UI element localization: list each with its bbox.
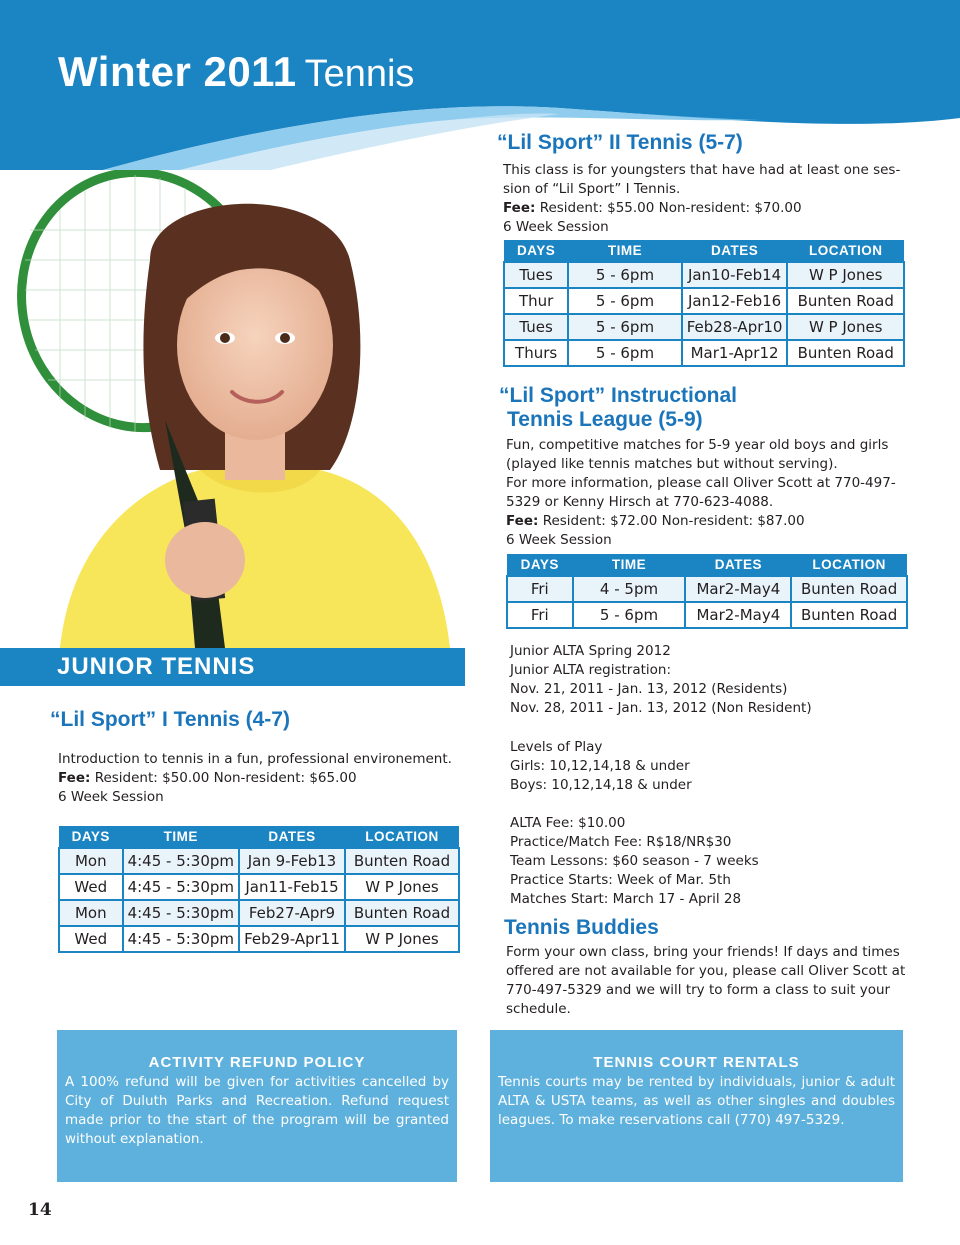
alta-fees xyxy=(510,814,759,909)
tennis-buddies-line: 770-497-5329 and we will try to form a class to suit your xyxy=(506,982,891,998)
table-cell: 4:45 - 5:30pm xyxy=(123,926,239,952)
refund-policy-title: ACTIVITY REFUND POLICY xyxy=(148,1054,366,1071)
table-row xyxy=(507,576,907,602)
lil-sport-2-desc-line: sion of “Lil Sport” I Tennis. xyxy=(503,181,681,197)
fee-text: Resident: $50.00 Non-resident: $65.00 xyxy=(94,770,357,786)
table-cell: Bunten Road xyxy=(345,900,459,926)
page-number: 14 xyxy=(28,1200,52,1220)
league-desc-line: For more information, please call Oliver Scott at 770-497- xyxy=(506,475,896,491)
table-cell: Wed xyxy=(59,874,123,900)
table-cell: 5 - 6pm xyxy=(568,262,681,288)
alta-registration-line: Nov. 21, 2011 - Jan. 13, 2012 (Residents) xyxy=(510,681,788,697)
lil-sport-1-session: 6 Week Session xyxy=(58,789,164,805)
table-cell: Thur xyxy=(504,288,568,314)
table-cell: Mar1-Apr12 xyxy=(682,340,788,366)
column-header: LOCATION xyxy=(791,554,907,576)
alta-registration xyxy=(510,642,812,718)
table-cell: Fri xyxy=(507,602,573,628)
lil-sport-1-desc: Introduction to tennis in a fun, professional environement. xyxy=(58,751,452,767)
fee-label: Fee: xyxy=(58,770,91,786)
table-cell: Wed xyxy=(59,926,123,952)
league-desc-line: Fun, competitive matches for 5-9 year old boys and girls xyxy=(506,437,889,453)
column-header: TIME xyxy=(123,826,239,848)
lil-sport-2-details xyxy=(503,161,900,237)
table-row xyxy=(504,314,904,340)
lil-sport-2-title: “Lil Sport” II Tennis (5-7) xyxy=(497,131,743,154)
table-cell: Thurs xyxy=(504,340,568,366)
lil-sport-1-details xyxy=(58,750,452,807)
column-header: DAYS xyxy=(504,240,568,262)
league-fee xyxy=(506,512,896,531)
column-header: DATES xyxy=(682,240,788,262)
table-header-row xyxy=(507,554,907,576)
table-cell: Tues xyxy=(504,314,568,340)
lil-sport-1-fee xyxy=(58,769,452,788)
alta-fee-line: Practice Starts: Week of Mar. 5th xyxy=(510,872,731,888)
table-row xyxy=(504,340,904,366)
fee-label: Fee: xyxy=(503,200,536,216)
fee-text: Resident: $55.00 Non-resident: $70.00 xyxy=(539,200,802,216)
table-cell: Tues xyxy=(504,262,568,288)
court-rentals-text: Tennis courts may be rented by individuals, junior & adult ALTA & USTA teams, as well as other singles and doubles leagues. To make reservations call (770) 497-5329. xyxy=(498,1074,895,1128)
lil-sport-2-fee xyxy=(503,199,900,218)
junior-tennis-band xyxy=(0,648,465,686)
table-cell: Bunten Road xyxy=(791,576,907,602)
table-header-row xyxy=(504,240,904,262)
table-cell: Fri xyxy=(507,576,573,602)
lil-sport-1-schedule-table xyxy=(58,826,460,953)
alta-levels xyxy=(510,738,692,795)
alta-levels-line: Girls: 10,12,14,18 & under xyxy=(510,758,690,774)
table-cell: 4 - 5pm xyxy=(573,576,686,602)
page-title-bold: Winter 2011 xyxy=(58,48,297,95)
alta-fee-line: Practice/Match Fee: R$18/NR$30 xyxy=(510,834,732,850)
lil-sport-2-session: 6 Week Session xyxy=(503,219,609,235)
table-cell: W P Jones xyxy=(345,926,459,952)
court-rentals-box xyxy=(490,1030,903,1182)
table-cell: Feb29-Apr11 xyxy=(239,926,345,952)
table-row xyxy=(504,262,904,288)
alta-levels-line: Levels of Play xyxy=(510,739,603,755)
alta-fee-line: ALTA Fee: $10.00 xyxy=(510,815,626,831)
table-cell: Jan12-Feb16 xyxy=(682,288,788,314)
league-schedule-table xyxy=(506,554,908,629)
table-cell: Bunten Road xyxy=(345,848,459,874)
junior-tennis-heading: JUNIOR TENNIS xyxy=(57,653,256,680)
table-cell: Bunten Road xyxy=(787,340,904,366)
alta-fee-line: Team Lessons: $60 season - 7 weeks xyxy=(510,853,759,869)
lil-sport-2-schedule-table xyxy=(503,240,905,367)
table-cell: Mar2-May4 xyxy=(685,576,791,602)
column-header: LOCATION xyxy=(787,240,904,262)
column-header: DAYS xyxy=(59,826,123,848)
tennis-buddies-line: schedule. xyxy=(506,1001,571,1017)
table-cell: 4:45 - 5:30pm xyxy=(123,848,239,874)
table-cell: W P Jones xyxy=(787,314,904,340)
table-cell: 5 - 6pm xyxy=(568,314,681,340)
league-session: 6 Week Session xyxy=(506,532,612,548)
table-row xyxy=(59,926,459,952)
table-cell: Feb28-Apr10 xyxy=(682,314,788,340)
table-row xyxy=(59,900,459,926)
alta-levels-line: Boys: 10,12,14,18 & under xyxy=(510,777,692,793)
tennis-buddies-title: Tennis Buddies xyxy=(504,916,659,939)
fee-label: Fee: xyxy=(506,513,539,529)
alta-registration-line: Nov. 28, 2011 - Jan. 13, 2012 (Non Resident) xyxy=(510,700,812,716)
table-row xyxy=(507,602,907,628)
column-header: DATES xyxy=(685,554,791,576)
table-cell: Jan 9-Feb13 xyxy=(239,848,345,874)
league-title-line2: Tennis League (5-9) xyxy=(507,408,703,431)
league-desc-line: 5329 or Kenny Hirsch at 770-623-4088. xyxy=(506,494,774,510)
table-cell: 5 - 6pm xyxy=(568,288,681,314)
court-rentals-title: TENNIS COURT RENTALS xyxy=(593,1054,800,1071)
table-cell: Bunten Road xyxy=(791,602,907,628)
table-row xyxy=(59,874,459,900)
column-header: LOCATION xyxy=(345,826,459,848)
girl-with-racket-photo xyxy=(0,170,465,648)
table-header-row xyxy=(59,826,459,848)
table-cell: W P Jones xyxy=(787,262,904,288)
table-cell: 4:45 - 5:30pm xyxy=(123,900,239,926)
alta-registration-line: Junior ALTA registration: xyxy=(510,662,672,678)
league-title-line1: “Lil Sport” Instructional xyxy=(499,384,738,407)
alta-fee-line: Matches Start: March 17 - April 28 xyxy=(510,891,742,907)
table-cell: Jan10-Feb14 xyxy=(682,262,788,288)
tennis-buddies-text xyxy=(506,943,905,1019)
table-row xyxy=(59,848,459,874)
refund-policy-box xyxy=(57,1030,457,1182)
column-header: DATES xyxy=(239,826,345,848)
page-title-light: Tennis xyxy=(304,53,415,95)
table-cell: Feb27-Apr9 xyxy=(239,900,345,926)
tennis-buddies-line: offered are not available for you, please call Oliver Scott at xyxy=(506,963,906,979)
table-cell: Bunten Road xyxy=(787,288,904,314)
fee-text: Resident: $72.00 Non-resident: $87.00 xyxy=(542,513,805,529)
table-cell: Mon xyxy=(59,900,123,926)
column-header: TIME xyxy=(573,554,686,576)
column-header: TIME xyxy=(568,240,681,262)
lil-sport-2-desc-line: This class is for youngsters that have had at least one ses- xyxy=(503,162,901,178)
column-header: DAYS xyxy=(507,554,573,576)
tennis-buddies-line: Form your own class, bring your friends! If days and times xyxy=(506,944,900,960)
table-cell: W P Jones xyxy=(345,874,459,900)
table-cell: Mon xyxy=(59,848,123,874)
table-cell: 4:45 - 5:30pm xyxy=(123,874,239,900)
table-cell: Mar2-May4 xyxy=(685,602,791,628)
refund-policy-text: A 100% refund will be given for activities cancelled by City of Duluth Parks and Recreation. Refund request made prior to the start of the program will be granted without explanation. xyxy=(65,1074,449,1147)
alta-registration-line: Junior ALTA Spring 2012 xyxy=(510,643,671,659)
table-cell: 5 - 6pm xyxy=(573,602,686,628)
table-cell: 5 - 6pm xyxy=(568,340,681,366)
league-details xyxy=(506,436,896,550)
league-desc-line: (played like tennis matches but without serving). xyxy=(506,456,838,472)
lil-sport-1-title: “Lil Sport” I Tennis (4-7) xyxy=(50,708,290,731)
table-row xyxy=(504,288,904,314)
table-cell: Jan11-Feb15 xyxy=(239,874,345,900)
page-title xyxy=(58,48,414,96)
